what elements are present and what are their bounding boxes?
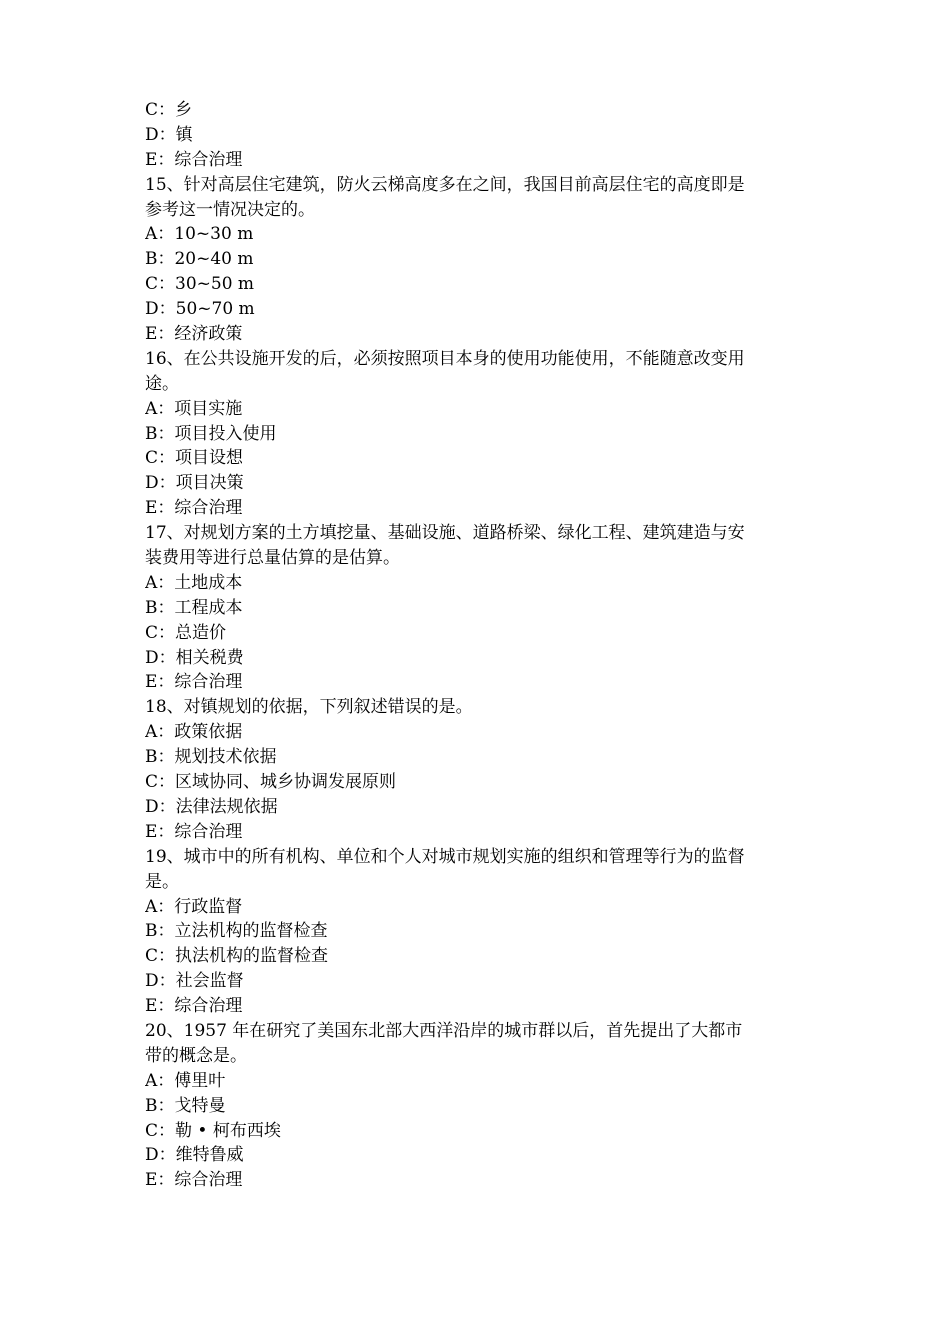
- answer-option-line: D：50~70 m: [145, 299, 255, 320]
- question-text-line: 参考这一情况决定的。: [145, 199, 315, 220]
- answer-option-line: B：20~40 m: [145, 249, 254, 270]
- answer-option-line: C：总造价: [145, 622, 227, 643]
- answer-option-line: E：综合治理: [145, 996, 243, 1017]
- question-text-line: 是。: [145, 871, 179, 892]
- answer-option-line: D：相关税费: [145, 647, 244, 668]
- answer-option-line: A：政策依据: [145, 722, 243, 743]
- question-text-line: 带的概念是。: [145, 1045, 247, 1066]
- answer-option-line: D：镇: [145, 124, 193, 145]
- answer-option-line: C：项目设想: [145, 448, 244, 469]
- answer-option-line: C：勒 • 柯布西埃: [145, 1120, 281, 1141]
- question-text-line: 15、针对高层住宅建筑，防火云梯高度多在之间，我国目前高层住宅的高度即是: [145, 174, 745, 195]
- answer-option-line: E：综合治理: [145, 672, 243, 693]
- answer-option-line: B：立法机构的监督检查: [145, 921, 328, 942]
- answer-option-line: E：综合治理: [145, 821, 243, 842]
- answer-option-line: A：傅里叶: [145, 1070, 226, 1091]
- question-text-line: 18、对镇规划的依据，下列叙述错误的是。: [145, 697, 473, 718]
- answer-option-line: E：综合治理: [145, 498, 243, 519]
- question-text-line: 途。: [145, 373, 179, 394]
- question-text-line: 装费用等进行总量估算的是估算。: [145, 548, 400, 569]
- answer-option-line: A：项目实施: [145, 398, 243, 419]
- answer-option-line: D：维特鲁威: [145, 1145, 244, 1166]
- document-page: [145, 98, 825, 1193]
- answer-option-line: B：项目投入使用: [145, 423, 277, 444]
- answer-option-line: A：行政监督: [145, 896, 243, 917]
- answer-option-line: C：区域协同、城乡协调发展原则: [145, 772, 397, 793]
- answer-option-line: B：戈特曼: [145, 1095, 226, 1116]
- question-text-line: 17、对规划方案的土方填挖量、基础设施、道路桥梁、绿化工程、建筑建造与安: [145, 523, 745, 544]
- answer-option-line: C：30~50 m: [145, 274, 255, 295]
- question-text-line: 20、1957 年在研究了美国东北部大西洋沿岸的城市群以后，首先提出了大都市: [145, 1020, 743, 1041]
- answer-option-line: E：综合治理: [145, 149, 243, 170]
- answer-option-line: D：法律法规依据: [145, 796, 278, 817]
- answer-option-line: A：土地成本: [145, 572, 243, 593]
- question-text-line: 16、在公共设施开发的后，必须按照项目本身的使用功能使用，不能随意改变用: [145, 348, 745, 369]
- answer-option-line: E：经济政策: [145, 324, 243, 345]
- answer-option-line: B：规划技术依据: [145, 747, 277, 768]
- answer-option-line: C：乡: [145, 100, 193, 120]
- answer-option-line: A：10~30 m: [145, 224, 254, 245]
- answer-option-line: C：执法机构的监督检查: [145, 946, 329, 967]
- question-text-line: 19、城市中的所有机构、单位和个人对城市规划实施的组织和管理等行为的监督: [145, 846, 745, 867]
- answer-option-line: E：综合治理: [145, 1170, 243, 1191]
- answer-option-line: D：社会监督: [145, 971, 244, 992]
- answer-option-line: B：工程成本: [145, 597, 243, 618]
- answer-option-line: D：项目决策: [145, 473, 244, 494]
